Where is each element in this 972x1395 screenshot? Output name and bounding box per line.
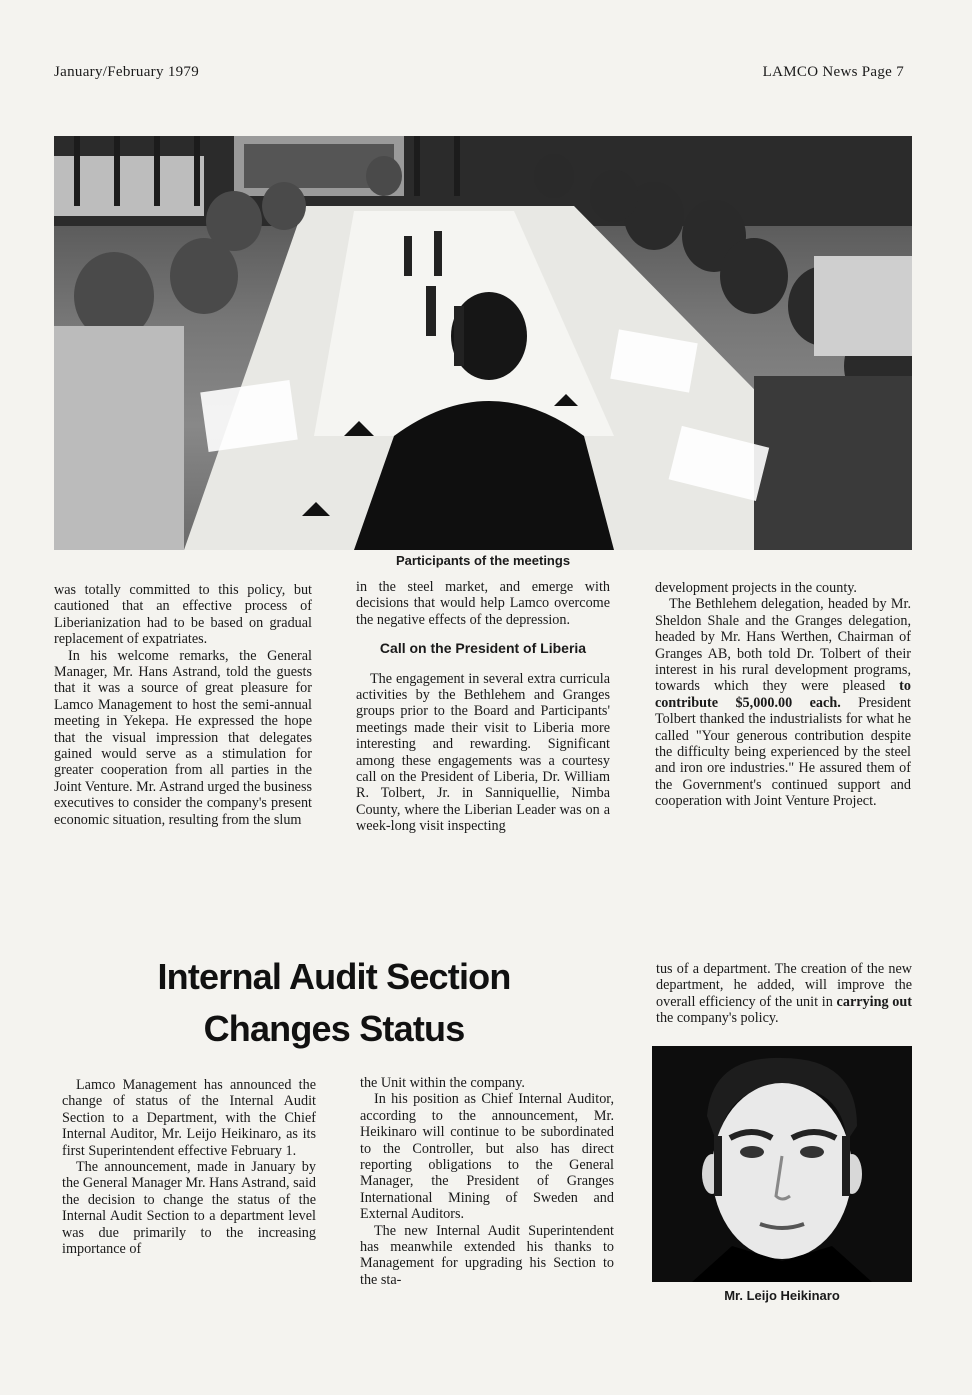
portrait-caption: Mr. Leijo Heikinaro xyxy=(724,1288,840,1303)
article2-column1 xyxy=(62,1077,316,1257)
page-header-title: LAMCO News Page 7 xyxy=(762,64,904,80)
article2-headline-line1: Internal Audit Section xyxy=(157,956,511,997)
article2-paragraph: In his position as Chief Internal Auditor, according to the announcement, Mr. Heikinaro will continue to be subordinated to the Controller, but also has direct reporting obligations to the General Manager, the President of Granges International Mining of Sweden and External Auditors. xyxy=(360,1091,614,1223)
article2-paragraph: the Unit within the company. xyxy=(360,1075,525,1091)
text-run: President Tolbert thanked the industrialists for what he called "Your generous contribution despite the difficulty being experienced by the steel and iron ore industries." He assured them of the Government's continued support and cooperation with Joint Venture Project. xyxy=(655,694,911,810)
article1-column3 xyxy=(655,580,911,810)
text-run: tus of a department. The creation of the new department, he added, will improve the overall efficiency of the unit in xyxy=(656,961,912,1010)
meeting-photo xyxy=(54,136,912,550)
article1-paragraph: was totally committed to this policy, but cautioned that an effective process of Liberianization had to be based on gradual replacement of expatriates. xyxy=(54,582,312,648)
bold-text-run: to contribute $5,000.00 each. xyxy=(655,678,911,711)
article1-paragraph: development projects in the county. xyxy=(655,580,857,596)
text-run: the company's policy. xyxy=(656,1010,779,1027)
article1-paragraph: The engagement in several extra curricula activities by the Bethlehem and Granges groups prior to the Board and Participants' meetings made their visit to Liberia more interesting and rewarding. Significant among these engagements was a courtesy call on the President of Liberia, Dr. William R. Tolbert, Jr. in Sanniquellie, Nimba County, where the Liberian Leader was on a week-long visit inspecting xyxy=(356,670,610,835)
article1-column1 xyxy=(54,582,312,828)
article2-column3 xyxy=(656,961,912,1027)
article2-paragraph: The new Internal Audit Superintendent has meanwhile extended his thanks to Management for upgrading his Section to the sta- xyxy=(360,1222,614,1288)
article2-headline-line2: Changes Status xyxy=(203,1008,465,1049)
article1-column2 xyxy=(356,579,610,835)
bold-text-run: carrying out xyxy=(836,993,912,1010)
photo-caption: Participants of the meetings xyxy=(395,553,571,568)
article2-column2 xyxy=(360,1075,614,1288)
article1-paragraph xyxy=(655,596,911,809)
article2-paragraph: Lamco Management has announced the change of status of the Internal Audit Section to a Department, with the Chief Internal Auditor, Mr. Leijo Heikinaro, as its first Superintendent effective February 1. xyxy=(62,1077,316,1159)
subheading: Call on the President of Liberia xyxy=(379,640,587,657)
issue-date: January/February 1979 xyxy=(54,64,200,80)
portrait-photo xyxy=(652,1046,912,1282)
article1-paragraph: in the steel market, and emerge with decisions that would help Lamco overcome the negative effects of the depression. xyxy=(356,579,610,628)
text-run: The Bethlehem delegation, headed by Mr. Sheldon Shale and the Granges delegation, headed by Mr. Hans Werthen, Chairman of Granges AB, both told Dr. Tolbert of their interest in his rural development programs, towards which they were pleased xyxy=(655,596,911,695)
article2-paragraph: The announcement, made in January by the General Manager Mr. Hans Astrand, said the decision to change the status of the Internal Audit Section to a department level was due primarily to the increasing importance of xyxy=(62,1159,316,1258)
article2-paragraph xyxy=(656,961,912,1027)
article1-paragraph: In his welcome remarks, the General Manager, Mr. Hans Astrand, told the guests that it was a source of great pleasure for Lamco Management to host the semi-annual meeting in Yekepa. He expressed the hope that the visual impression that delegates gained would serve as a stimulation for greater cooperation from all parties in the Joint Venture. Mr. Astrand urged the business executives to consider the company's present economic situation, resulting from the slum xyxy=(54,647,312,828)
